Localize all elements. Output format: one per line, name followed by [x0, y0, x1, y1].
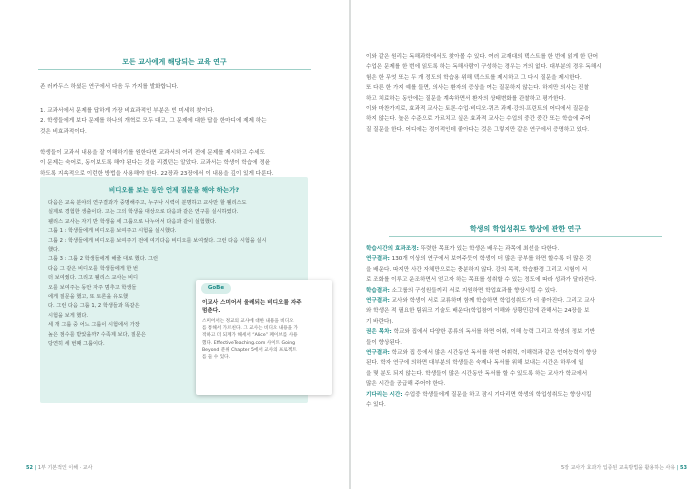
gobe-title: 이교사 스미어서 울레되는 비디오를 자주 멈춘다. [202, 300, 302, 314]
gobe-callout [196, 280, 332, 395]
gobe-body: 스미어서는 정교의 교사에 대한 내용을 비디오 를 통해서 가르친다. 그 교사는 비디오 내용을 가 적하고 더 되계가 해세서 “Alice” 페이브를 사용 했다. EffectiveTeaching.com 사이트 Going Beyond 분위 Chapter 5에서 교사의 프로젝트 를 들 수 있다. [202, 319, 298, 361]
research-line: 들이 향상된다. [366, 339, 402, 346]
research-line: 수 있다. [366, 402, 386, 409]
right-section-title: 학생의 학업성취도 향상에 관한 연구 [469, 225, 582, 233]
research-line: 을 몇 분도 되지 않는다. 학생들이 많은 시간동안 독서를 할 수 있도록 하는 교사가 학교에서 [366, 370, 588, 377]
left-intro: 존 러카두스 하셨든 연구에서 다음 두 가지를 발화합니다. [40, 84, 179, 90]
research-items [366, 244, 666, 411]
research-line: 와 학생은 적 필요한 팀워크 기술도 배운다(학업참여 이해와 상황민감에 관해서는 24장을 보 [366, 308, 590, 315]
left-footer: 52 | 1부 기본적인 이해 · 교사 [26, 465, 93, 471]
box-text: 다음은 교육 분야의 연구결과가 중명해주고, 누구나 시력이 분명하고 교사만 할 웰리스도 실제로 경험한 생출이다. 고는 그의 학생을 대상으로 다음과 같은 연구를 실시하였다. 웰리스 교사는 자기 반 학생을 세 그룹으로 나누어서 다음과 같이 실험했다. 그룹 1 : 학생들에게 비디오를 보여주고 시험을 실시했다. 그룹 2 : 학생들에게 비디오를 보여주기 전에 여기다음 비디오를 보여줬다. 그런 다음 시험을 실시 했다. 그룹 3 : 그룹 2 학생들에게 해줄 대로 했다. 그런 다음 그 같은 비디오를 학생들에게 한 번 더 보여줬다. 그리고 웰리스 교사는 비디 오를 보여주는 동안 자주 멈추고 학생들 에게 질문을 했고, 또 토론을 유도했 다. 그런 다음 그룹 1, 2 학생들과 똑같은 시험을 보게 했다. 세 개 그룹 중 어느 그룹이 시험에서 가장 높은 점수를 받았을까? 수족제 보다, 질문은 당연히 세 번째 그룹이다. [48, 200, 267, 348]
box-title: 비디오를 보는 동안 언제 질문을 해야 하는가? [108, 186, 240, 194]
research-line: 권은 목차: 학교와 집에서 다양한 종류의 독서를 하면 어휘, 이해 능력 그리고 학생의 정보 기반 [366, 329, 596, 336]
research-line: 기다리는 시간: 수업중 학생들에게 질문을 하고 잠시 기다리면 학생의 학업성취도는 향상시킬 [366, 391, 592, 398]
research-line: 로 조화를 이루고 운조하면서 얻고자 하는 목표를 성취할 수 있는 정도에 따라 성과가 달라진다. [366, 277, 597, 284]
left-section-title: 모든 교사에게 해당되는 교육 연구 [122, 58, 227, 66]
right-footer: 5장 교사가 효과가 입증된 교육방법을 활용하는 사유 | 53 [561, 465, 687, 471]
research-line: 학습시간의 효과조정: 뚜렷한 목표가 있는 학생은 배우는 과목에 최선을 다한다. [366, 246, 560, 252]
left-page [0, 0, 349, 489]
left-footer-chapter: 기본적인 이해 · 교사 [47, 465, 93, 471]
research-line: 연구결과: 130개 이상의 연구에서 보여주듯이 학생이 더 많은 공부를 하면 할수록 더 많은 것 [366, 256, 592, 263]
research-line: 학습결과: 소그룹의 구성원들끼리 서로 지원하면 학업효과를 향상시킬 수 있다. [366, 287, 558, 294]
gobe-badge: GoBe [201, 283, 231, 294]
left-section-rule [38, 69, 311, 70]
left-page-number: 52 [26, 465, 33, 471]
left-body: 학생들이 교과서 내용을 잘 이해하기를 원한다면 교과서의 여리 전에 문제를 제시하고 수세도 이 문제는 숙어로, 동이보도록 해야 된다는 것을 리겠던는 알았다. 교과서는 학생이 학습에 정윤 하도록 지속적으로 이런한 방법을 사용해야 한다. 22장과 23장에서 이 내용을 깊이 있게 다룬다. [40, 150, 274, 177]
left-footer-part: 1부 [37, 465, 46, 471]
research-line: 을 배운다. 따지만 사간 자체만으로는 충분하지 않다. 강의 목적, 학습환경 그리고 시험이 서 [366, 266, 588, 273]
research-line: 된다. 학자 연구에 의하면 대부분의 학생들은 숙제나 독서를 위해 보내는 시간은 하루에 일 [366, 360, 584, 367]
right-page-number: 53 [680, 465, 687, 471]
right-top-text: 이와 같은 원리는 독해과학에서도 찾아볼 수 있다. 여러 교재대의 텍스트를 한 번에 읽게 한 단어 수업은 문제를 한 번에 읽도록 하는 독해사람이 구성하는 경우는 거의 없다. 대부분의 경우 독해시 험은 한 무엇 또는 두 개 정도의 학습용 위해 텍스트를 제시하고 그 다시 질문을 제시한다. 또 다른 한 가지 예를 들면, 의사는 환자의 증상을 여는 질문하지 않는다. 하지만 의사는 진찰 하고 치료하는 동안에는 질문을 계속하면서 환자의 상태변화를 관찰하고 평가한다. 이와 마찬가지로, 효과적 교사는 토론·수업·비디오·퀴즈 과제·강의·프린트의 어디에서 질문을 하지 않는다. 높은 수준으로 가르치고 싶은 효과적 교사는 수업의 중간 중간 또는 학습에 주어 질 질문을 한다. 어디에는 경이적인데 좋아다는 것은 그렇지만 같은 연구에서 증명하고 있다. [366, 54, 602, 133]
research-line: 기 바란다). [366, 318, 394, 325]
right-section-rule [389, 236, 662, 237]
left-list: 1. 교과서에서 문제를 답하게 가장 비효과적인 부분은 빈 미세히 찾이다. 2. 학생들에게 보다 문제를 하나의 개혁로 모두 대고, 그 문제에 대한 답을 한마디에 제제 하는 것은 비효과적이다. [40, 108, 267, 135]
research-line: 연구결과: 학교와 집 등에서 많은 시간동안 독서를 하면 어휘력, 이해력과 같은 언어능력이 향상 [366, 350, 597, 357]
right-footer-chapter: 5장 교사가 효과가 입증된 교육방법을 활용하는 사유 [561, 465, 676, 471]
research-line: 많은 시간을 공급해 주어야 한다. [366, 381, 446, 388]
research-line: 연구결과: 교사와 학생이 서로 교류하며 함께 학습하면 학업성취도가 더 좋아진다. 그리고 교사 [366, 298, 595, 305]
